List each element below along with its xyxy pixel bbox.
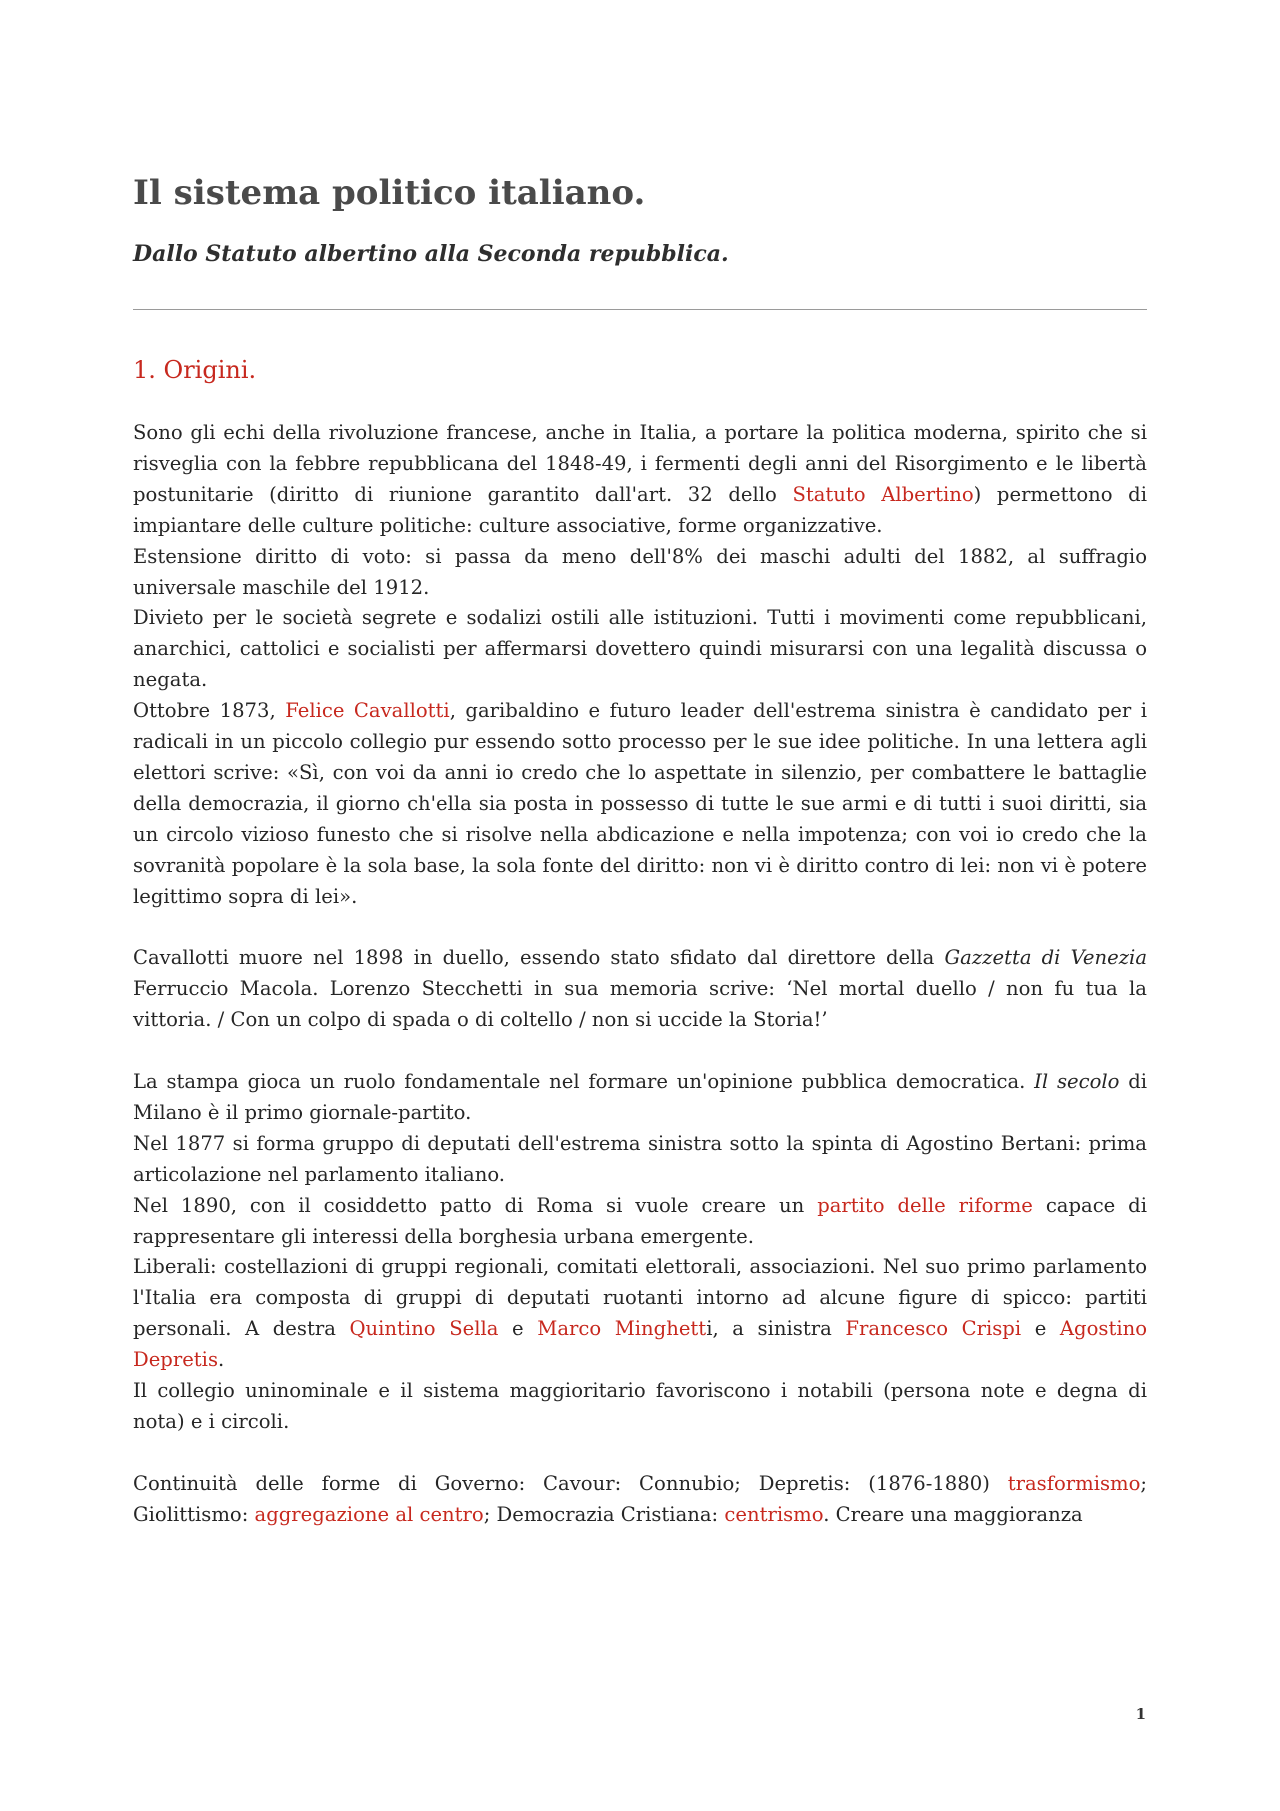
page-subtitle: Dallo Statuto albertino alla Seconda repubblica. <box>133 241 729 267</box>
text-run: Liberali: costellazioni di gruppi regionali, comitati elettorali, associazioni. Nel suo primo parlamento l'Italia era composta di gruppi di deputati ruotanti intorno ad alcune figure di spicco: partiti personali. A destra <box>133 1255 1147 1341</box>
paragraph-cavallotti <box>133 696 1147 912</box>
text-run: Ferruccio Macola. Lorenzo Stecchetti in sua memoria scrive: ‘Nel mortal duello / non fu tua la vittoria. / Con un colpo di spada o di coltello / non si uccide la Storia!’ <box>133 977 1147 1032</box>
text-run: ; Giolittismo: <box>133 1471 1147 1526</box>
paragraph-voting-rights: Estensione diritto di voto: si passa da meno dell'8% dei maschi adulti del 1882, al suffragio universale maschile del 1912. <box>133 544 1147 599</box>
link-partito-delle-riforme[interactable]: partito delle riforme <box>817 1193 1033 1217</box>
link-agostino-depretis[interactable]: Agostino Depretis <box>133 1317 1148 1372</box>
text-run: . <box>218 1348 225 1372</box>
page-number: 1 <box>1135 1705 1146 1723</box>
text-run: e <box>498 1317 538 1341</box>
link-francesco-crispi[interactable]: Francesco Crispi <box>845 1317 1022 1341</box>
link-centrismo[interactable]: centrismo <box>724 1502 824 1526</box>
italic-newspaper-title: Gazzetta di Venezia <box>944 946 1148 970</box>
horizontal-divider <box>133 309 1147 310</box>
paragraph-liberali <box>133 1252 1147 1376</box>
text-run: e <box>1021 1317 1060 1341</box>
text-run: Cavallotti muore nel 1898 in duello, essendo stato sfidato dal direttore della <box>133 946 945 970</box>
paragraph-1890 <box>133 1191 1147 1253</box>
text-run: ) permettono di impiantare delle culture politiche: culture associative, forme organizzative. <box>133 482 1147 537</box>
text-run: capace di rappresentare gli interessi della borghesia urbana emergente. <box>133 1193 1147 1248</box>
text-run: Nel 1890, con il cosiddetto patto di Roma si vuole creare un <box>133 1193 818 1217</box>
paragraph-1877: Nel 1877 si forma gruppo di deputati dell'estrema sinistra sotto la spinta di Agostino Bertani: prima articolazione nel parlamento italiano. <box>133 1131 1147 1186</box>
link-statuto-albertino[interactable]: Statuto Albertino <box>792 482 974 506</box>
link-felice-cavallotti[interactable]: Felice Cavallotti <box>285 699 450 723</box>
page-title: Il sistema politico italiano. <box>133 173 646 213</box>
link-aggregazione-al-centro[interactable]: aggregazione al centro <box>254 1502 484 1526</box>
text-run: Continuità delle forme di Governo: Cavour: Connubio; Depretis: (1876-1880) <box>133 1471 1008 1495</box>
text-run: , garibaldino e futuro leader dell'estrema sinistra è candidato per i radicali in un piccolo collegio pur essendo sotto processo per le sue idee politiche. In una lettera agli elettori scrive: «Sì, con voi da anni io credo che lo aspettate in silenzio, per combattere le battaglie della democrazia, il giorno ch'ella sia posta in possesso di tutte le sue armi e di tutti i suoi diritti, sia un circolo vizioso funesto che si risolve nella abdicazione e nella impotenza; con voi io credo che la sovranità popolare è la sola base, la sola fonte del diritto: non vi è diritto contro di lei: non vi è potere legittimo sopra di lei». <box>133 699 1147 908</box>
paragraph-origins <box>133 418 1147 542</box>
paragraph-continuita <box>133 1469 1147 1531</box>
paragraph-cavallotti-death <box>133 943 1147 1036</box>
body-text <box>133 418 1147 1531</box>
text-run: . Creare una maggioranza <box>823 1502 1083 1526</box>
italic-newspaper-title: Il secolo <box>1034 1070 1120 1093</box>
link-trasformismo[interactable]: trasformismo <box>1007 1471 1141 1495</box>
text-run: i, a sinistra <box>706 1317 846 1341</box>
link-marco-minghetti[interactable]: Marco Minghett <box>537 1317 707 1341</box>
text-run: ; Democrazia Cristiana: <box>483 1502 725 1526</box>
text-run: Sono gli echi della rivoluzione francese, anche in Italia, a portare la politica moderna, spirito che si risveglia con la febbre repubblicana del 1848-49, i fermenti degli anni del Risorgimento e le libertà postunitarie (diritto di riunione garantito dall'art. 32 dello <box>133 421 1147 506</box>
paragraph-secret-societies: Divieto per le società segrete e sodalizi ostili alle istituzioni. Tutti i movimenti come repubblicani, anarchici, cattolici e socialisti per affermarsi dovettero quindi misurarsi con una legalità discussa o negata. <box>133 606 1147 692</box>
text-run: Ottobre 1873, <box>133 699 286 723</box>
text-run: La stampa gioca un ruolo fondamentale nel formare un'opinione pubblica democratica. <box>133 1070 1035 1093</box>
link-quintino-sella[interactable]: Quintino Sella <box>349 1317 499 1341</box>
text-run: di Milano è il primo giornale-partito. <box>133 1070 1148 1124</box>
paragraph-collegio: Il collegio uninominale e il sistema maggioritario favoriscono i notabili (persona note e degna di nota) e i circoli. <box>133 1379 1147 1433</box>
paragraph-press <box>133 1067 1147 1129</box>
section-heading: 1. Origini. <box>133 356 257 384</box>
